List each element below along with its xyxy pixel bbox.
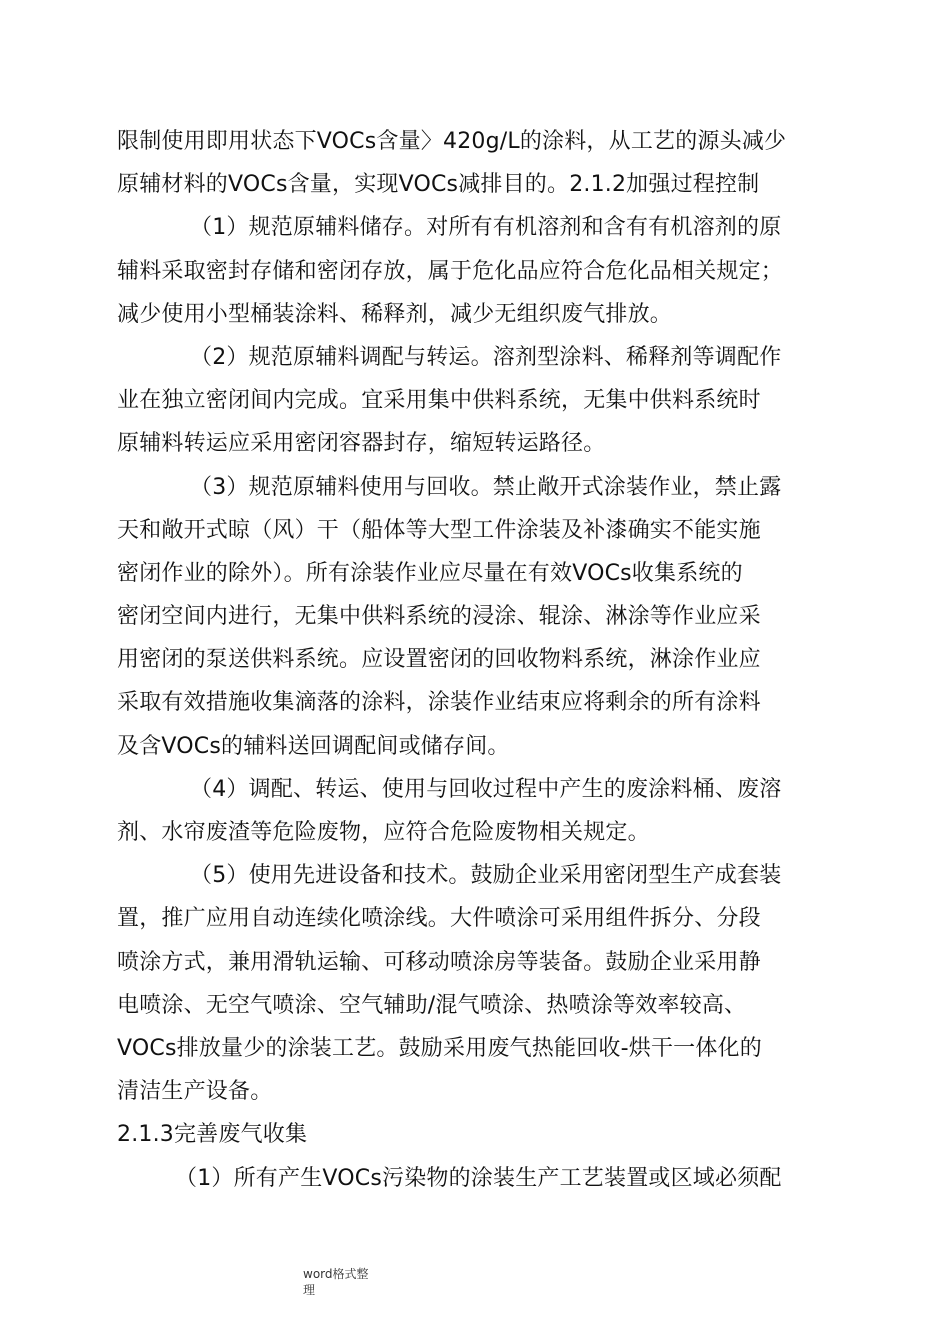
document-body (117, 120, 847, 1200)
paragraph-2-start: （2）规范原辅料调配与转运。溶剂型涂料、稀释剂等调配作 (190, 344, 782, 370)
text-line: 天和敞开式晾（风）干（船体等大型工件涂装及补漆确实不能实施 (117, 517, 761, 543)
text-line: 置，推广应用自动连续化喷涂线。大件喷涂可采用组件拆分、分段 (117, 906, 761, 932)
text-line: 原辅料转运应采用密闭容器封存，缩短转运路径。 (117, 431, 606, 457)
text-line: 辅料采取密封存储和密闭存放，属于危化品应符合危化品相关规定； (117, 258, 784, 284)
text-line: 清洁生产设备。 (117, 1079, 273, 1105)
text-line: 剂、水帘废渣等危险废物，应符合危险废物相关规定。 (117, 820, 650, 845)
text-line: 电喷涂、无空气喷涂、空气辅助/混气喷涂、热喷涂等效率较高、 (117, 992, 747, 1018)
page-footer (303, 1266, 423, 1298)
text-line: 采取有效措施收集滴落的涂料，涂装作业结束应将剩余的所有涂料 (117, 690, 761, 716)
text-line: 用密闭的泵送供料系统。应设置密闭的回收物料系统，淋涂作业应 (117, 647, 761, 673)
text-line: VOCs排放量少的涂装工艺。鼓励采用废气热能回收-烘干一体化的 (117, 1035, 762, 1061)
text-line: 密闭作业的除外）。所有涂装作业应尽量在有效VOCs收集系统的 (117, 560, 743, 586)
paragraph-4-start: （4）调配、转运、使用与回收过程中产生的废涂料桶、废溶 (190, 776, 782, 802)
paragraph-6-start: （1）所有产生VOCs污染物的涂装生产工艺装置或区域必须配 (175, 1165, 782, 1191)
text-line: 减少使用小型桶装涂料、稀释剂，减少无组织废气排放。 (117, 301, 673, 327)
section-heading: 2.1.3完善废气收集 (117, 1122, 308, 1148)
text-line: 原辅材料的VOCs含量，实现VOCs减排目的。2.1.2加强过程控制 (117, 172, 760, 198)
footer-line: word格式整 (303, 1267, 369, 1281)
text-line: 及含VOCs的辅料送回调配间或储存间。 (117, 733, 510, 759)
text-line: 密闭空间内进行，无集中供料系统的浸涂、辊涂、淋涂等作业应采 (117, 604, 761, 630)
paragraph-1-start: （1）规范原辅料储存。对所有有机溶剂和含有有机溶剂的原 (190, 215, 782, 241)
footer-line: 理 (303, 1283, 316, 1297)
paragraph-5-start: （5）使用先进设备和技术。鼓励企业采用密闭型生产成套装 (190, 863, 782, 889)
text-line: 喷涂方式，兼用滑轨运输、可移动喷涂房等装备。鼓励企业采用静 (117, 949, 761, 975)
paragraph-3-start: （3）规范原辅料使用与回收。禁止敞开式涂装作业，禁止露 (190, 474, 782, 500)
text-line: 限制使用即用状态下VOCs含量〉420g/L的涂料，从工艺的源头减少 (117, 129, 787, 154)
text-line: 业在独立密闭间内完成。宜采用集中供料系统，无集中供料系统时 (117, 388, 761, 414)
